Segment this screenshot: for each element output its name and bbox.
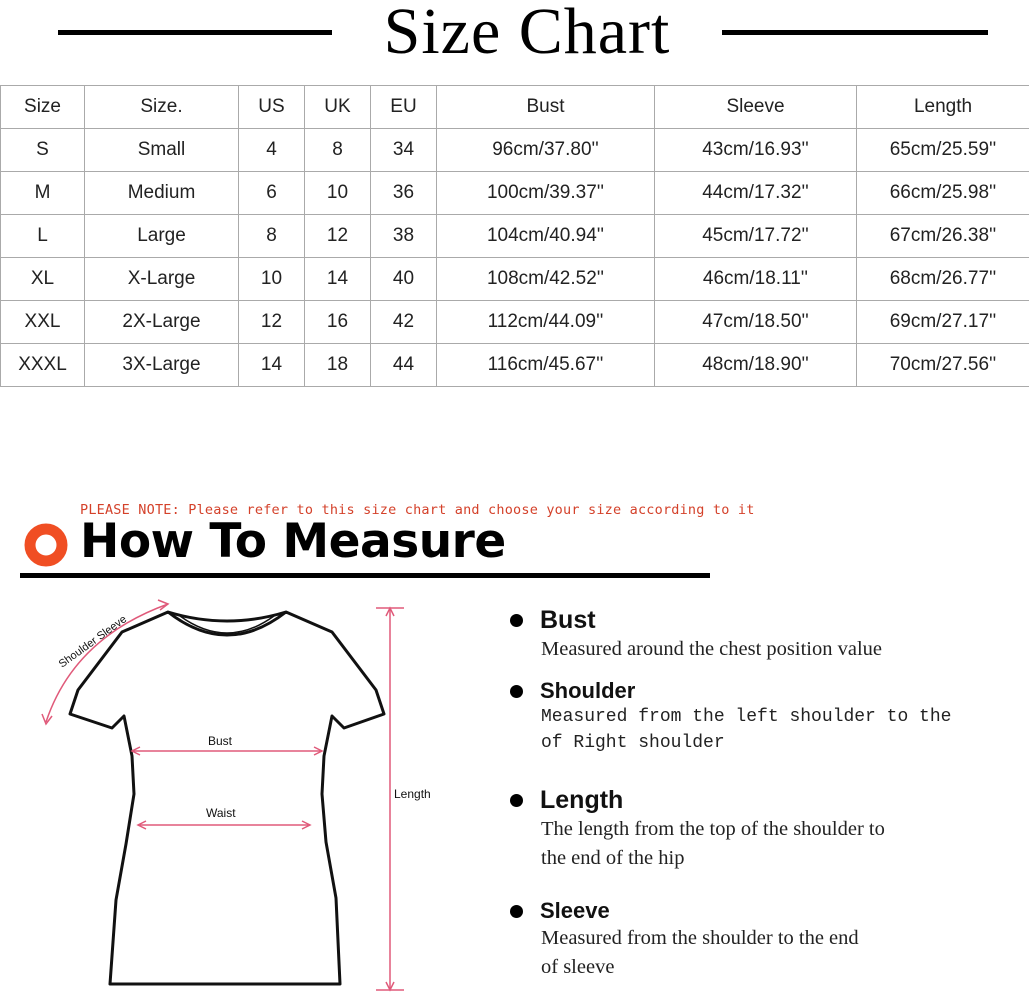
table-cell: 18 bbox=[305, 344, 371, 387]
shoulder-sleeve-label: Shoulder Sleeve bbox=[56, 613, 130, 671]
title-rule-left bbox=[58, 30, 332, 35]
table-cell: 46cm/18.11'' bbox=[655, 258, 857, 301]
measure-desc: Measured from the shoulder to the end bbox=[541, 927, 859, 949]
measure-title: Shoulder bbox=[540, 678, 636, 703]
table-cell: 66cm/25.98'' bbox=[857, 172, 1029, 215]
table-cell: 14 bbox=[239, 344, 305, 387]
table-cell: Large bbox=[85, 215, 239, 258]
table-cell: 104cm/40.94'' bbox=[437, 215, 655, 258]
measure-desc: Measured around the chest position value bbox=[541, 638, 883, 660]
table-cell: 67cm/26.38'' bbox=[857, 215, 1029, 258]
table-cell: 42 bbox=[371, 301, 437, 344]
col-header-bust: Bust bbox=[437, 86, 655, 129]
table-cell: 100cm/39.37'' bbox=[437, 172, 655, 215]
measure-title: Length bbox=[540, 786, 624, 814]
table-cell: 65cm/25.59'' bbox=[857, 129, 1029, 172]
how-to-measure-title: How To Measure bbox=[80, 514, 506, 569]
table-cell: 8 bbox=[305, 129, 371, 172]
table-row bbox=[1, 215, 1029, 258]
table-row bbox=[1, 344, 1029, 387]
table-cell: 3X-Large bbox=[85, 344, 239, 387]
table-row bbox=[1, 129, 1029, 172]
col-header-eu: EU bbox=[371, 86, 437, 129]
bust-label: Bust bbox=[208, 734, 233, 748]
col-header-us: US bbox=[239, 86, 305, 129]
table-cell: XXXL bbox=[1, 344, 85, 387]
table-cell: 36 bbox=[371, 172, 437, 215]
tshirt-outline-icon bbox=[70, 612, 384, 984]
table-cell: S bbox=[1, 129, 85, 172]
col-header-length: Length bbox=[857, 86, 1029, 129]
tshirt-measure-diagram bbox=[40, 598, 480, 995]
measure-title: Sleeve bbox=[540, 898, 610, 923]
how-to-measure-underline bbox=[20, 573, 710, 578]
table-cell: 44 bbox=[371, 344, 437, 387]
size-chart-header bbox=[0, 0, 1029, 70]
table-header-row bbox=[1, 86, 1029, 129]
table-cell: 12 bbox=[239, 301, 305, 344]
table-cell: 10 bbox=[305, 172, 371, 215]
bust-arrow bbox=[132, 747, 322, 755]
table-cell: 8 bbox=[239, 215, 305, 258]
table-cell: 44cm/17.32'' bbox=[655, 172, 857, 215]
table-row bbox=[1, 172, 1029, 215]
table-cell: 12 bbox=[305, 215, 371, 258]
table-cell: 10 bbox=[239, 258, 305, 301]
table-cell: 70cm/27.56'' bbox=[857, 344, 1029, 387]
col-header-sleeve: Sleeve bbox=[655, 86, 857, 129]
waist-label: Waist bbox=[206, 806, 236, 820]
table-cell: XL bbox=[1, 258, 85, 301]
table-cell: 43cm/16.93'' bbox=[655, 129, 857, 172]
measure-item-bust bbox=[510, 606, 1010, 664]
table-cell: 68cm/26.77'' bbox=[857, 258, 1029, 301]
table-cell: 112cm/44.09'' bbox=[437, 301, 655, 344]
size-note: PLEASE NOTE: Please refer to this size chart and choose your size according to it bbox=[80, 502, 755, 518]
table-cell: Medium bbox=[85, 172, 239, 215]
length-label: Length bbox=[394, 787, 431, 801]
waist-arrow bbox=[138, 821, 310, 829]
table-cell: X-Large bbox=[85, 258, 239, 301]
orange-ring-icon bbox=[22, 521, 70, 569]
bullet-icon bbox=[510, 614, 523, 627]
measure-item-shoulder bbox=[510, 678, 1010, 756]
table-row bbox=[1, 258, 1029, 301]
measure-desc: Measured from the left shoulder to the bbox=[541, 707, 952, 727]
table-cell: Small bbox=[85, 129, 239, 172]
measure-desc: of sleeve bbox=[541, 956, 615, 978]
measure-desc: of Right shoulder bbox=[541, 733, 725, 753]
col-header-size-name: Size. bbox=[85, 86, 239, 129]
table-cell: 38 bbox=[371, 215, 437, 258]
table-cell: 69cm/27.17'' bbox=[857, 301, 1029, 344]
table-cell: 34 bbox=[371, 129, 437, 172]
table-cell: 4 bbox=[239, 129, 305, 172]
measure-desc: The length from the top of the shoulder to bbox=[541, 818, 885, 840]
table-cell: 2X-Large bbox=[85, 301, 239, 344]
table-cell: 48cm/18.90'' bbox=[655, 344, 857, 387]
table-cell: 14 bbox=[305, 258, 371, 301]
bullet-icon bbox=[510, 685, 523, 698]
bullet-icon bbox=[510, 794, 523, 807]
table-cell: 47cm/18.50'' bbox=[655, 301, 857, 344]
measure-item-sleeve bbox=[510, 898, 1010, 982]
table-cell: 116cm/45.67'' bbox=[437, 344, 655, 387]
table-cell: 40 bbox=[371, 258, 437, 301]
title-rule-right bbox=[722, 30, 988, 35]
table-cell: 45cm/17.72'' bbox=[655, 215, 857, 258]
table-cell: L bbox=[1, 215, 85, 258]
page-title: Size Chart bbox=[383, 0, 671, 68]
table-cell: 6 bbox=[239, 172, 305, 215]
col-header-uk: UK bbox=[305, 86, 371, 129]
table-cell: 108cm/42.52'' bbox=[437, 258, 655, 301]
table-cell: 16 bbox=[305, 301, 371, 344]
bullet-icon bbox=[510, 905, 523, 918]
table-cell: 96cm/37.80'' bbox=[437, 129, 655, 172]
measure-desc: the end of the hip bbox=[541, 847, 685, 869]
table-cell: M bbox=[1, 172, 85, 215]
measure-title: Bust bbox=[540, 606, 596, 634]
table-row bbox=[1, 301, 1029, 344]
table-cell: XXL bbox=[1, 301, 85, 344]
size-table bbox=[0, 85, 1029, 387]
col-header-size: Size bbox=[1, 86, 85, 129]
measure-item-length bbox=[510, 786, 1010, 873]
